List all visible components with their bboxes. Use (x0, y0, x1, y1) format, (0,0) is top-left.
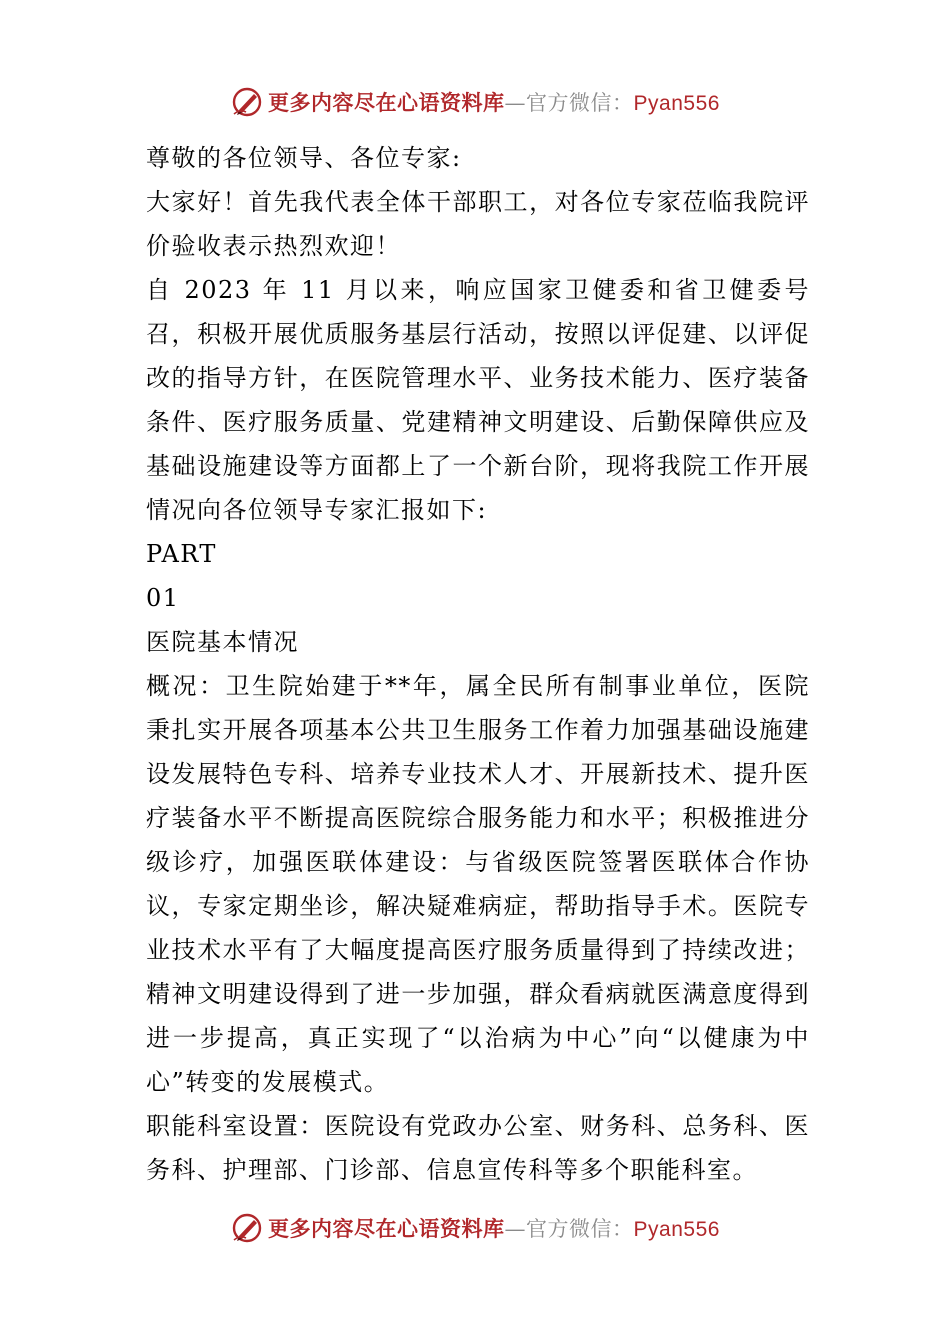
overview-paragraph: 概况：卫生院始建于**年，属全民所有制事业单位，医院秉扎实开展各项基本公共卫生服务工作着力加强基础设施建设发展特色专科、培养专业技术人才、开展新技术、提升医疗装备水平不断提高医院综合服务能力和水平；积极推进分级诊疗，加强医联体建设：与省级医院签署医联体合作协议，专家定期坐诊，解决疑难病症，帮助指导手术。医院专业技术水平有了大幅度提高医疗服务质量得到了持续改进；精神文明建设得到了进一步加强，群众看病就医满意度得到进一步提高，真正实现了“以治病为中心”向“以健康为中心”转变的发展模式。 (146, 672, 810, 1096)
watermark-brand: 更多内容尽在心语资料库 (268, 90, 505, 115)
footer-watermark (0, 1208, 950, 1248)
watermark-wechat-id: Pyan556 (633, 1218, 720, 1241)
watermark-wechat-id: Pyan556 (633, 92, 720, 115)
departments-paragraph: 职能科室设置：医院设有党政办公室、财务科、总务科、医务科、护理部、门诊部、信息宣传科等多个职能科室。 (146, 1112, 810, 1184)
part-number: 01 (146, 584, 180, 612)
watermark-dash: — (504, 91, 527, 115)
header-watermark (0, 82, 950, 122)
intro-paragraph: 自 2023 年 11 月以来，响应国家卫健委和省卫健委号召，积极开展优质服务基层行活动，按照以评促建、以评促改的指导方针，在医院管理水平、业务技术能力、医疗装备条件、医疗服务质量、党建精神文明建设、后勤保障供应及基础设施建设等方面都上了一个新台阶，现将我院工作开展情况向各位领导专家汇报如下: (146, 276, 810, 524)
watermark-brand: 更多内容尽在心语资料库 (268, 1216, 505, 1241)
section-heading: 医院基本情况 (146, 628, 299, 656)
document-body (146, 136, 810, 1192)
pen-circle-logo-icon (230, 1211, 264, 1245)
welcome-paragraph: 大家好！首先我代表全体干部职工，对各位专家莅临我院评价验收表示热烈欢迎！ (146, 188, 810, 260)
watermark-text (268, 1213, 720, 1243)
watermark-official: 官方微信： (526, 1217, 634, 1241)
watermark-text (268, 87, 720, 117)
part-label: PART (146, 540, 217, 568)
salutation: 尊敬的各位领导、各位专家: (146, 144, 462, 172)
pen-circle-logo-icon (230, 85, 264, 119)
watermark-official: 官方微信： (526, 91, 634, 115)
watermark-dash: — (504, 1217, 527, 1241)
